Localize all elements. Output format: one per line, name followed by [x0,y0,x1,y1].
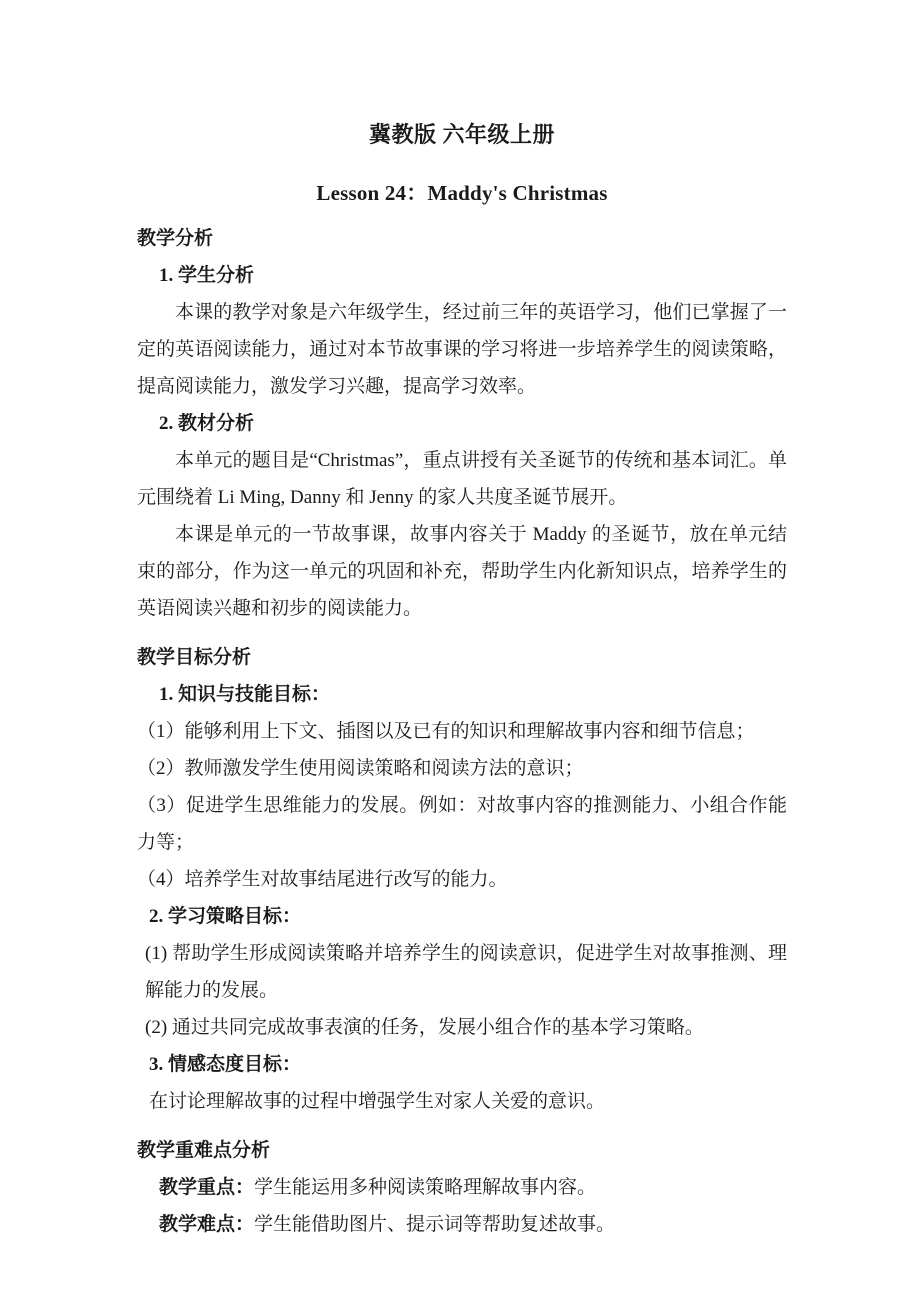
document-title: 冀教版 六年级上册 [368,122,555,147]
paragraph-material-analysis-1: 本单元的题目是“Christmas”，重点讲授有关圣诞节的传统和基本词汇。单元围绕着 Li Ming, Danny 和 Jenny 的家人共度圣诞节展开。 [137,450,787,508]
keypoint-difficulty-label: 教学难点： [159,1214,255,1235]
keypoint-focus [137,1169,787,1206]
section-heading-teaching-analysis: 教学分析 [137,228,214,249]
objective-item-strategy-1: (1) 帮助学生形成阅读策略并培养学生的阅读意识，促进学生对故事推测、理解能力的发展。 [145,943,787,1001]
document-subtitle: Lesson 24：Maddy's Christmas [316,181,608,205]
keypoint-focus-text: 学生能运用多种阅读策略理解故事内容。 [254,1177,597,1198]
document-body [137,0,787,1243]
paragraph-material-analysis-2: 本课是单元的一节故事课，故事内容关于 Maddy 的圣诞节，放在单元结束的部分，作为这一单元的巩固和补充，帮助学生内化新知识点，培养学生的英语阅读兴趣和初步的阅读能力。 [137,524,787,619]
objective-item-knowledge-1: （1）能够利用上下文、插图以及已有的知识和理解故事内容和细节信息； [137,721,755,742]
objective-item-knowledge-3: （3）促进学生思维能力的发展。例如：对故事内容的推测能力、小组合作能力等； [137,795,787,853]
section-heading-teaching-objectives: 教学目标分析 [137,647,252,668]
subsection-heading-student-analysis: 1. 学生分析 [159,265,255,286]
subsection-heading-knowledge-skills: 1. 知识与技能目标： [159,684,331,705]
objective-item-affective-1: 在讨论理解故事的过程中增强学生对家人关爱的意识。 [149,1091,606,1112]
section-heading-key-difficult-points: 教学重难点分析 [137,1140,271,1161]
subsection-heading-material-analysis: 2. 教材分析 [159,413,255,434]
objective-item-knowledge-4: （4）培养学生对故事结尾进行改写的能力。 [137,869,508,890]
keypoint-focus-label: 教学重点： [159,1177,255,1198]
keypoint-difficulty [137,1206,787,1243]
objective-item-strategy-2: (2) 通过共同完成故事表演的任务，发展小组合作的基本学习策略。 [145,1017,704,1038]
subsection-heading-affective-attitude: 3. 情感态度目标： [149,1054,302,1075]
paragraph-student-analysis-1: 本课的教学对象是六年级学生，经过前三年的英语学习，他们已掌握了一定的英语阅读能力，通过对本节故事课的学习将进一步培养学生的阅读策略，提高阅读能力，激发学习兴趣，提高学习效率。 [137,302,787,397]
keypoint-difficulty-text: 学生能借助图片、提示词等帮助复述故事。 [254,1214,616,1235]
objective-item-knowledge-2: （2）教师激发学生使用阅读策略和阅读方法的意识； [137,758,584,779]
subsection-heading-learning-strategy: 2. 学习策略目标： [149,906,302,927]
